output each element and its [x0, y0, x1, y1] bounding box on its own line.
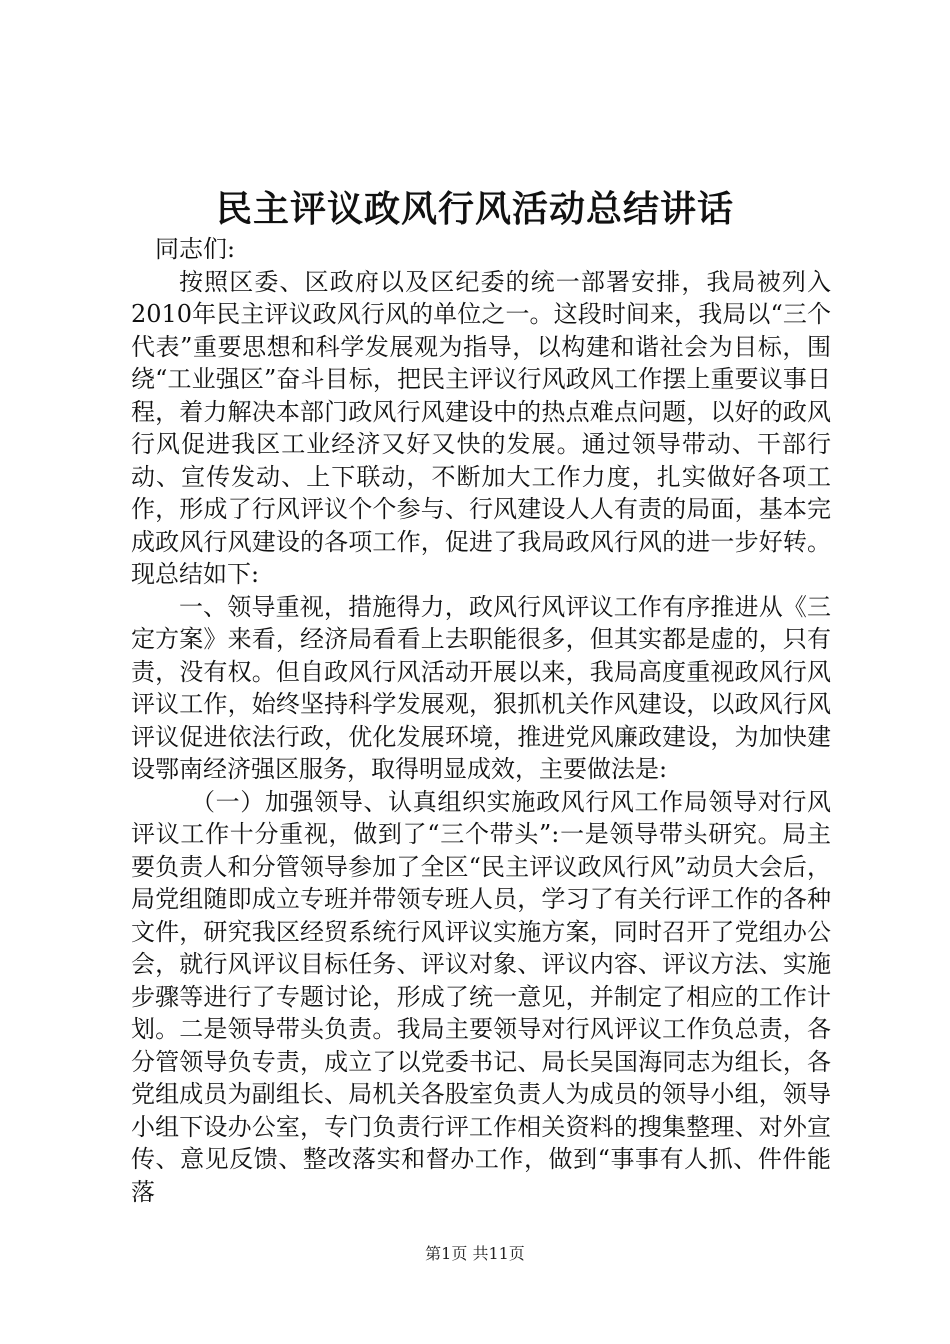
paragraph-intro: 按照区委、区政府以及区纪委的统一部署安排，我局被列入2010年民主评议政风行风的单位之一。这段时间来，我局以“三个代表”重要思想和科学发展观为指导，以构建和谐社会为目标，围绕“工业强区”奋斗目标，把民主评议行风政风工作摆上重要议事日程，着力解决本部门政风行风建设中的热点难点问题，以好的政风行风促进我区工业经济又好又快的发展。通过领导带动、干部行动、宣传发动、上下联动，不断加大工作力度，扎实做好各项工作，形成了行风评议个个参与、行风建设人人有责的局面，基本完成政风行风建设的各项工作，促进了我局政风行风的进一步好转。现总结如下: [131, 267, 831, 588]
page-footer: 第1页 共11页 [425, 1244, 525, 1263]
document-title: 民主评议政风行风活动总结讲话 [215, 188, 734, 230]
paragraph-section-one: 一、领导重视，措施得力，政风行风评议工作有序推进从《三定方案》来看，经济局看看上去职能很多，但其实都是虚的，只有责，没有权。但自政风行风活动开展以来，我局高度重视政风行风评议工作，始终坚持科学发展观，狠抓机关作风建设，以政风行风评议促进依法行政，优化发展环境，推进党风廉政建设，为加快建设鄂南经济强区服务，取得明显成效，主要做法是: [131, 592, 831, 783]
document-body [131, 233, 831, 1208]
salutation: 同志们: [155, 235, 236, 263]
paragraph-subsection-one: （一）加强领导、认真组织实施政风行风工作局领导对行风评议工作十分重视，做到了“三个带头”:一是领导带头研究。局主要负责人和分管领导参加了全区“民主评议政风行风”动员大会后，局党组随即成立专班并带领专班人员，学习了有关行评工作的各种文件，研究我区经贸系统行风评议实施方案，同时召开了党组办公会，就行风评议目标任务、评议对象、评议内容、评议方法、实施步骤等进行了专题讨论，形成了统一意见，并制定了相应的工作计划。二是领导带头负责。我局主要领导对行风评议工作负总责，各分管领导负专责，成立了以党委书记、局长吴国海同志为组长，各党组成员为副组长、局机关各股室负责人为成员的领导小组，领导小组下设办公室，专门负责行评工作相关资料的搜集整理、对外宣传、意见反馈、整改落实和督办工作，做到“事事有人抓、件件能落 [131, 787, 831, 1206]
